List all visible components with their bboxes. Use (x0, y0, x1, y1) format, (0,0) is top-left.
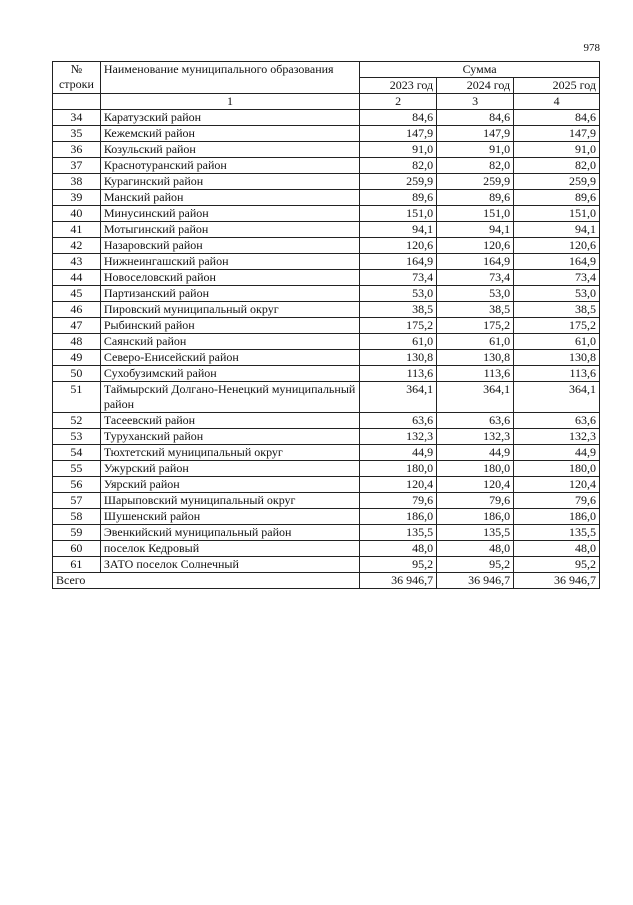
amount-2023: 120,6 (360, 238, 437, 254)
column-index-blank (53, 94, 101, 110)
amount-2024: 120,4 (437, 477, 514, 493)
amount-2024: 61,0 (437, 334, 514, 350)
amount-2024: 82,0 (437, 158, 514, 174)
amount-2024: 132,3 (437, 429, 514, 445)
row-number: 54 (53, 445, 101, 461)
municipality-name: Манский район (100, 190, 359, 206)
total-row (53, 573, 600, 589)
amount-2023: 38,5 (360, 302, 437, 318)
table-row (53, 334, 600, 350)
municipality-name: Ужурский район (100, 461, 359, 477)
amount-2024: 84,6 (437, 110, 514, 126)
table-row (53, 158, 600, 174)
municipality-name: Мотыгинский район (100, 222, 359, 238)
amount-2023: 175,2 (360, 318, 437, 334)
table-footer (53, 573, 600, 589)
table-row (53, 509, 600, 525)
row-number: 34 (53, 110, 101, 126)
amount-2025: 175,2 (514, 318, 600, 334)
row-number: 46 (53, 302, 101, 318)
header-year-2024: 2024 год (437, 78, 514, 94)
amount-2025: 164,9 (514, 254, 600, 270)
row-number: 59 (53, 525, 101, 541)
table-row (53, 318, 600, 334)
amount-2025: 44,9 (514, 445, 600, 461)
municipality-name: Тасеевский район (100, 413, 359, 429)
municipality-name: Эвенкийский муниципальный район (100, 525, 359, 541)
amount-2025: 113,6 (514, 366, 600, 382)
amount-2024: 147,9 (437, 126, 514, 142)
amount-2023: 130,8 (360, 350, 437, 366)
row-number: 39 (53, 190, 101, 206)
amount-2024: 79,6 (437, 493, 514, 509)
row-number: 53 (53, 429, 101, 445)
amount-2025: 38,5 (514, 302, 600, 318)
municipality-name: Шарыповский муниципальный округ (100, 493, 359, 509)
amount-2024: 94,1 (437, 222, 514, 238)
amount-2024: 53,0 (437, 286, 514, 302)
table-row (53, 366, 600, 382)
amount-2025: 120,4 (514, 477, 600, 493)
amount-2025: 48,0 (514, 541, 600, 557)
amount-2025: 135,5 (514, 525, 600, 541)
row-number: 56 (53, 477, 101, 493)
municipality-name: Рыбинский район (100, 318, 359, 334)
amount-2024: 151,0 (437, 206, 514, 222)
amount-2024: 180,0 (437, 461, 514, 477)
amount-2023: 84,6 (360, 110, 437, 126)
page-number: 978 (583, 42, 600, 54)
municipality-name: Пировский муниципальный округ (100, 302, 359, 318)
amount-2023: 364,1 (360, 382, 437, 413)
amount-2025: 364,1 (514, 382, 600, 413)
table-row (53, 270, 600, 286)
table-row (53, 445, 600, 461)
total-2025: 36 946,7 (514, 573, 600, 589)
amount-2023: 135,5 (360, 525, 437, 541)
amount-2025: 132,3 (514, 429, 600, 445)
table-row (53, 254, 600, 270)
table-body (53, 110, 600, 573)
amount-2025: 82,0 (514, 158, 600, 174)
column-index-4: 4 (514, 94, 600, 110)
table-row (53, 126, 600, 142)
row-number: 51 (53, 382, 101, 413)
row-number: 52 (53, 413, 101, 429)
amount-2025: 91,0 (514, 142, 600, 158)
table-row (53, 382, 600, 413)
municipality-name: Партизанский район (100, 286, 359, 302)
municipality-name: Кежемский район (100, 126, 359, 142)
amount-2024: 130,8 (437, 350, 514, 366)
amount-2025: 53,0 (514, 286, 600, 302)
amount-2025: 79,6 (514, 493, 600, 509)
total-2023: 36 946,7 (360, 573, 437, 589)
amount-2023: 44,9 (360, 445, 437, 461)
row-number: 37 (53, 158, 101, 174)
row-number: 41 (53, 222, 101, 238)
municipality-name: Нижнеингашский район (100, 254, 359, 270)
amount-2025: 94,1 (514, 222, 600, 238)
table-row (53, 238, 600, 254)
amount-2023: 151,0 (360, 206, 437, 222)
row-number: 44 (53, 270, 101, 286)
total-label: Всего (53, 573, 360, 589)
amount-2023: 132,3 (360, 429, 437, 445)
table-row (53, 110, 600, 126)
row-number: 58 (53, 509, 101, 525)
amount-2024: 164,9 (437, 254, 514, 270)
amount-2024: 91,0 (437, 142, 514, 158)
amount-2023: 48,0 (360, 541, 437, 557)
row-number: 38 (53, 174, 101, 190)
header-municipality-name: Наименование муниципального образования (100, 62, 359, 94)
municipality-name: ЗАТО поселок Солнечный (100, 557, 359, 573)
amount-2024: 89,6 (437, 190, 514, 206)
amount-2023: 180,0 (360, 461, 437, 477)
amount-2025: 259,9 (514, 174, 600, 190)
column-index-1: 1 (100, 94, 359, 110)
table-row (53, 142, 600, 158)
column-index-3: 3 (437, 94, 514, 110)
table-row (53, 190, 600, 206)
municipality-name: Минусинский район (100, 206, 359, 222)
municipality-name: Курагинский район (100, 174, 359, 190)
amount-2024: 135,5 (437, 525, 514, 541)
row-number: 55 (53, 461, 101, 477)
amount-2023: 82,0 (360, 158, 437, 174)
table-row (53, 477, 600, 493)
row-number: 43 (53, 254, 101, 270)
municipality-name: Шушенский район (100, 509, 359, 525)
amount-2025: 147,9 (514, 126, 600, 142)
municipality-name: Тюхтетский муниципальный округ (100, 445, 359, 461)
amount-2024: 364,1 (437, 382, 514, 413)
amount-2024: 44,9 (437, 445, 514, 461)
amount-2025: 180,0 (514, 461, 600, 477)
amount-2023: 73,4 (360, 270, 437, 286)
row-number: 45 (53, 286, 101, 302)
municipality-name: поселок Кедровый (100, 541, 359, 557)
amount-2023: 113,6 (360, 366, 437, 382)
amount-2024: 113,6 (437, 366, 514, 382)
amount-2025: 95,2 (514, 557, 600, 573)
amount-2025: 61,0 (514, 334, 600, 350)
table-row (53, 541, 600, 557)
row-number: 36 (53, 142, 101, 158)
row-number: 60 (53, 541, 101, 557)
amount-2023: 94,1 (360, 222, 437, 238)
amount-2023: 259,9 (360, 174, 437, 190)
amount-2024: 186,0 (437, 509, 514, 525)
municipality-name: Уярский район (100, 477, 359, 493)
amount-2024: 175,2 (437, 318, 514, 334)
municipality-name: Каратузский район (100, 110, 359, 126)
header-row-number: № строки (53, 62, 101, 94)
header-year-2025: 2025 год (514, 78, 600, 94)
amount-2023: 91,0 (360, 142, 437, 158)
amount-2025: 151,0 (514, 206, 600, 222)
amount-2024: 259,9 (437, 174, 514, 190)
amount-2023: 53,0 (360, 286, 437, 302)
row-number: 49 (53, 350, 101, 366)
municipality-name: Таймырский Долгано-Ненецкий муниципальный район (100, 382, 359, 413)
municipality-name: Краснотуранский район (100, 158, 359, 174)
amount-2023: 120,4 (360, 477, 437, 493)
amount-2023: 164,9 (360, 254, 437, 270)
table-row (53, 557, 600, 573)
amount-2024: 38,5 (437, 302, 514, 318)
table-row (53, 525, 600, 541)
amount-2024: 73,4 (437, 270, 514, 286)
table-row (53, 493, 600, 509)
row-number: 35 (53, 126, 101, 142)
table-row (53, 174, 600, 190)
amount-2023: 147,9 (360, 126, 437, 142)
table-row (53, 350, 600, 366)
budget-table (52, 61, 600, 589)
column-index-2: 2 (360, 94, 437, 110)
header-year-2023: 2023 год (360, 78, 437, 94)
municipality-name: Северо-Енисейский район (100, 350, 359, 366)
amount-2023: 79,6 (360, 493, 437, 509)
row-number: 40 (53, 206, 101, 222)
amount-2025: 89,6 (514, 190, 600, 206)
amount-2025: 84,6 (514, 110, 600, 126)
municipality-name: Козульский район (100, 142, 359, 158)
amount-2024: 48,0 (437, 541, 514, 557)
table-row (53, 206, 600, 222)
table-row (53, 286, 600, 302)
amount-2024: 95,2 (437, 557, 514, 573)
amount-2025: 120,6 (514, 238, 600, 254)
table-row (53, 222, 600, 238)
municipality-name: Новоселовский район (100, 270, 359, 286)
row-number: 47 (53, 318, 101, 334)
total-2024: 36 946,7 (437, 573, 514, 589)
header-sum: Сумма (360, 62, 600, 78)
row-number: 42 (53, 238, 101, 254)
amount-2023: 63,6 (360, 413, 437, 429)
row-number: 57 (53, 493, 101, 509)
amount-2023: 61,0 (360, 334, 437, 350)
municipality-name: Назаровский район (100, 238, 359, 254)
amount-2025: 186,0 (514, 509, 600, 525)
table-row (53, 302, 600, 318)
table-row (53, 413, 600, 429)
amount-2024: 120,6 (437, 238, 514, 254)
amount-2023: 89,6 (360, 190, 437, 206)
row-number: 61 (53, 557, 101, 573)
table-row (53, 429, 600, 445)
amount-2023: 186,0 (360, 509, 437, 525)
table-header (53, 62, 600, 110)
row-number: 50 (53, 366, 101, 382)
amount-2024: 63,6 (437, 413, 514, 429)
amount-2023: 95,2 (360, 557, 437, 573)
table-row (53, 461, 600, 477)
municipality-name: Туруханский район (100, 429, 359, 445)
amount-2025: 130,8 (514, 350, 600, 366)
amount-2025: 63,6 (514, 413, 600, 429)
amount-2025: 73,4 (514, 270, 600, 286)
municipality-name: Саянский район (100, 334, 359, 350)
municipality-name: Сухобузимский район (100, 366, 359, 382)
row-number: 48 (53, 334, 101, 350)
